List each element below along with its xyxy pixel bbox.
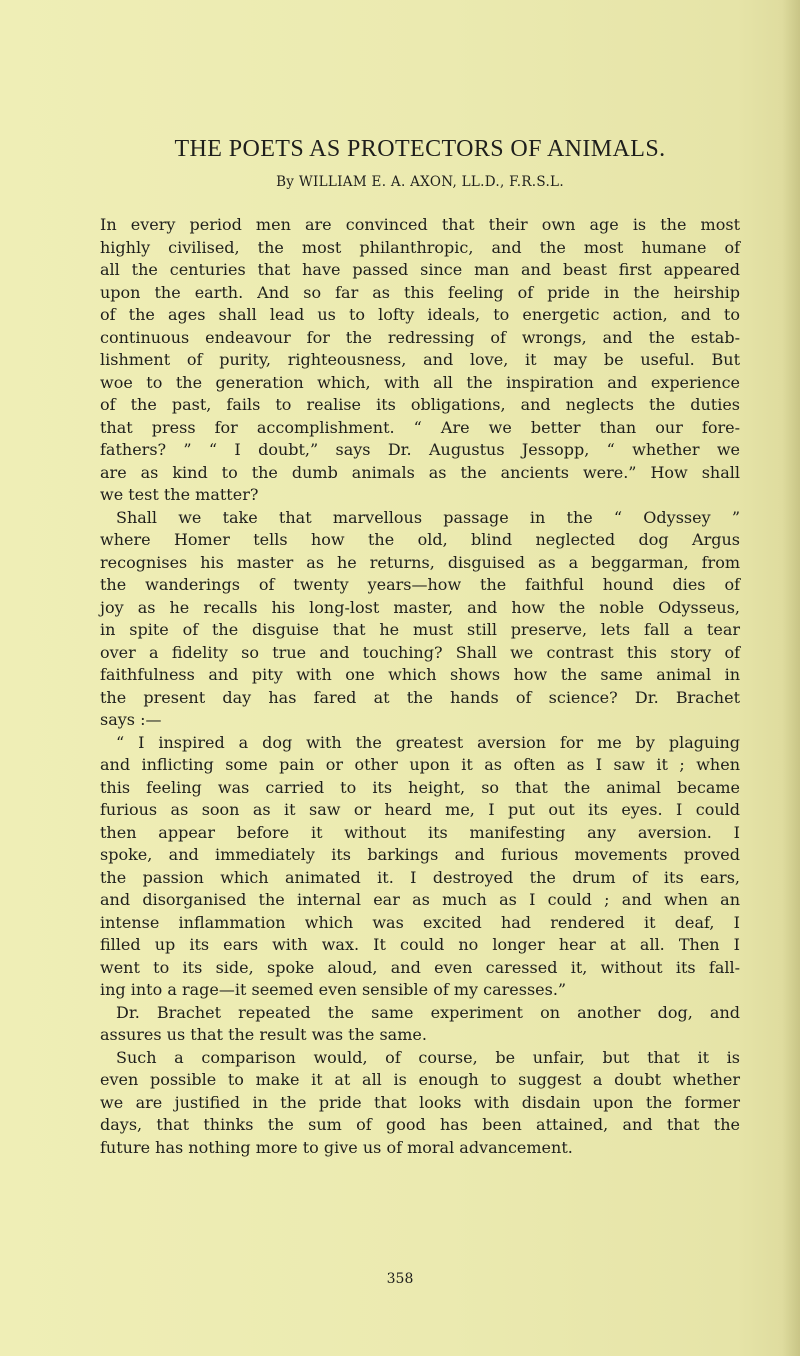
text-line: assures us that the result was the same. bbox=[100, 1025, 427, 1044]
text-line: recognises his master as he returns, disguised as a beggarman, from bbox=[100, 552, 740, 572]
text-line: woe to the generation which, with all the inspiration and experience bbox=[100, 372, 740, 392]
text-line: went to its side, spoke aloud, and even caressed it, without its fall- bbox=[100, 957, 740, 977]
text-line: lishment of purity, righteousness, and love, it may be useful. But bbox=[100, 350, 740, 369]
text-line: and inflicting some pain or other upon it as often as I saw it ; when bbox=[100, 755, 740, 774]
text-line: joy as he recalls his long-lost master, and how the noble Odysseus, bbox=[100, 597, 740, 617]
page-number: 358 bbox=[386, 1271, 414, 1287]
text-line: says :— bbox=[100, 710, 162, 729]
text-line: intense inflammation which was excited had rendered it deaf, I bbox=[100, 912, 740, 932]
text-line: all the centuries that have passed since man and beast first appeared bbox=[100, 260, 740, 279]
text-line: of the past, fails to realise its obligations, and neglects the duties bbox=[100, 395, 740, 414]
text-line: we are justified in the pride that looks with disdain upon the former bbox=[100, 1092, 740, 1112]
text-line: faithfulness and pity with one which shows how the same animal in bbox=[100, 665, 740, 684]
text-line: the wanderings of twenty years—how the faithful hound dies of bbox=[100, 575, 740, 594]
text-line: “ I inspired a dog with the greatest aversion for me by plaguing bbox=[116, 732, 740, 752]
text-line: filled up its ears with wax. It could no longer hear at all. Then I bbox=[100, 935, 740, 954]
text-line: Dr. Brachet repeated the same experiment on another dog, and bbox=[116, 1002, 740, 1022]
text-line: even possible to make it at all is enough to suggest a doubt whether bbox=[100, 1070, 740, 1089]
text-line: this feeling was carried to its height, so that the animal became bbox=[100, 777, 740, 797]
text-line: days, that thinks the sum of good has been attained, and that the bbox=[100, 1115, 740, 1134]
text-line: over a fidelity so true and touching? Shall we contrast this story of bbox=[100, 642, 740, 662]
text-line: where Homer tells how the old, blind neglected dog Argus bbox=[100, 530, 740, 549]
text-line: future has nothing more to give us of moral advancement. bbox=[100, 1137, 573, 1157]
text-line: are as kind to the dumb animals as the ancients were.” How shall bbox=[100, 462, 740, 482]
article-byline: By WILLIAM E. A. AXON, LL.D., F.R.S.L. bbox=[276, 174, 564, 190]
text-line: Shall we take that marvellous passage in the “ Odyssey ” bbox=[116, 507, 740, 527]
text-line: of the ages shall lead us to lofty ideals, to energetic action, and to bbox=[100, 305, 740, 324]
text-line: upon the earth. And so far as this feeling of pride in the heirship bbox=[100, 282, 740, 302]
text-line: In every period men are convinced that their own age is the most bbox=[100, 215, 740, 234]
text-line: fathers? ” “ I doubt,” says Dr. Augustus Jessopp, “ whether we bbox=[100, 440, 740, 459]
text-line: continuous endeavour for the redressing of wrongs, and the estab- bbox=[100, 327, 740, 347]
text-line: and disorganised the internal ear as much as I could ; and when an bbox=[100, 890, 740, 909]
text-line: the present day has fared at the hands of science? Dr. Brachet bbox=[100, 687, 740, 707]
text-line: in spite of the disguise that he must still preserve, lets fall a tear bbox=[100, 620, 740, 639]
article-body bbox=[100, 214, 740, 1159]
text-line: we test the matter? bbox=[100, 485, 259, 504]
text-line: ing into a rage—it seemed even sensible of my caresses.” bbox=[100, 980, 567, 999]
text-line: Such a comparison would, of course, be unfair, but that it is bbox=[116, 1047, 740, 1067]
text-line: highly civilised, the most philanthropic, and the most humane of bbox=[100, 237, 740, 257]
text-line: spoke, and immediately its barkings and furious movements proved bbox=[100, 845, 740, 864]
text-line: then appear before it without its manifesting any aversion. I bbox=[100, 822, 740, 842]
page-edge-shadow bbox=[782, 0, 800, 1356]
text-line: furious as soon as it saw or heard me, I put out its eyes. I could bbox=[100, 800, 740, 819]
article-title: THE POETS AS PROTECTORS OF ANIMALS. bbox=[174, 136, 666, 162]
text-line: that press for accomplishment. “ Are we better than our fore- bbox=[100, 417, 740, 437]
text-line: the passion which animated it. I destroyed the drum of its ears, bbox=[100, 867, 740, 887]
